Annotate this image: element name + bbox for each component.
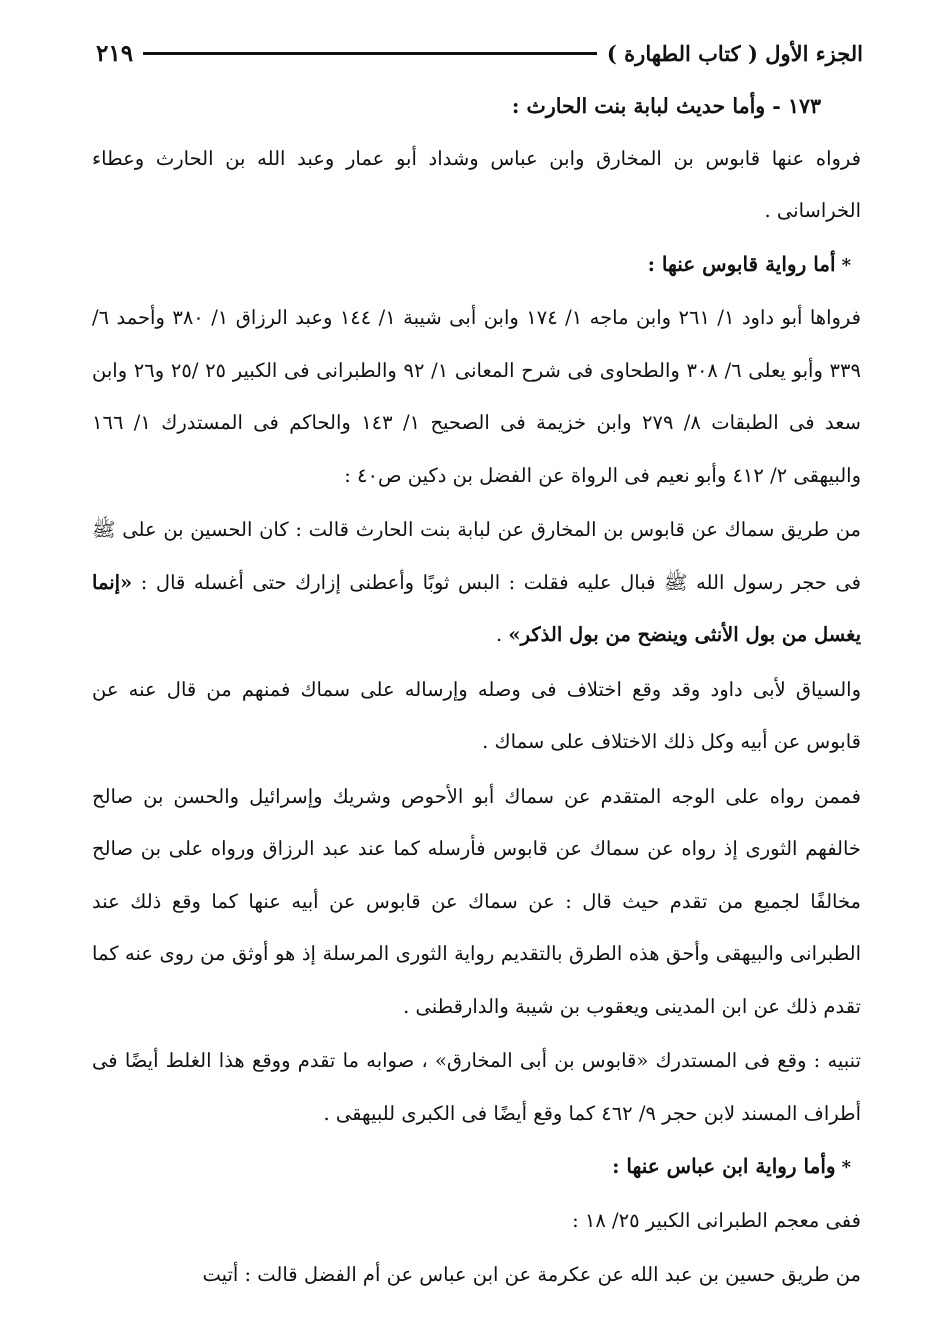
- book-section-title: الجزء الأول ( كتاب الطهارة ): [606, 40, 863, 66]
- paragraph-tabarani-ref: ففى معجم الطبرانى الكبير ٢٥/ ١٨ :: [572, 1208, 861, 1232]
- paragraph-narrators: فرواه عنها قابوس بن المخارق وابن عباس وشداد أبو عمار وعبد الله بن الحارث وعطاء الخراسانى .: [92, 146, 861, 222]
- subheading-ibn-abbas: [92, 1140, 861, 1195]
- subheading-qabus-text: أما رواية قابوس عنها :: [647, 251, 836, 276]
- page-number: ٢١٩: [96, 39, 134, 67]
- hadith-end-mark: .: [496, 623, 509, 646]
- hadith-heading: ١٧٣ - وأما حديث لبابة بنت الحارث :: [511, 94, 821, 118]
- subheading-ibn-abbas-text: وأما رواية ابن عباس عنها :: [612, 1154, 836, 1178]
- paragraph-discussion: فممن رواه على الوجه المتقدم عن سماك أبو الأحوص وشريك وإسرائيل والحسن بن صالح خالفهم الثورى إذ رواه عن سماك عن قابوس فأرسله كما عند عبد الرزاق ورواه على بن صالح مخالفًا لجميع من تقدم حيث قال : عن سماك عن قابوس عن أبيه عنها كما وقع ذلك عند الطبرانى والبيهقى وأحق هذه الطرق بالتقديم رواية الثورى المرسلة إذ هو أوثق من روى عنه كما تقدم ذلك عن ابن المدينى ويعقوب بن شيبة والدارقطنى .: [92, 784, 861, 1018]
- star-bullet-icon: *: [841, 254, 851, 276]
- paragraph-continuation: من طريق حسين بن عبد الله عن عكرمة عن ابن عباس عن أم الفضل قالت : أتيت: [202, 1263, 861, 1286]
- hadith-chain-text: من طريق سماك عن قابوس بن المخارق عن لبابة بنت الحارث قالت : كان الحسين بن على ﷺ فى حجر رسول الله ﷺ فبال عليه فقلت : البس ثوبًا وأعطنى إزارك حتى أغسله قال :: [92, 518, 861, 594]
- prophetic-quote: «إنما يغسل من بول الأنثى وينضح من بول الذكر»: [92, 570, 861, 646]
- running-header: [96, 36, 863, 70]
- paragraph-note: تنبيه : وقع فى المستدرك «قابوس بن أبى المخارق» ، صوابه ما تقدم ووقع هذا الغلط أيضًا فى أطراف المسند لابن حجر ٩/ ٤٦٢ كما وقع أيضًا فى الكبرى للبيهقى .: [92, 1049, 861, 1125]
- paragraph-hadith-text: [92, 504, 861, 662]
- subheading-qabus: [92, 238, 861, 293]
- star-bullet-icon: *: [841, 1157, 851, 1178]
- paragraph-sources: فرواها أبو داود ١/ ٢٦١ وابن ماجه ١/ ١٧٤ وابن أبى شيبة ١/ ١٤٤ وعبد الرزاق ١/ ٣٨٠ وأحمد ٦/ ٣٣٩ وأبو يعلى ٦/ ٣٠٨ والطحاوى فى شرح المعانى ١/ ٩٢ والطبرانى فى الكبير ٢٥ /٢٥ و٢٦ وابن سعد فى الطبقات ٨/ ٢٧٩ وابن خزيمة فى الصحيح ١/ ١٤٣ والحاكم فى المستدرك ١/ ١٦٦ والبيهقى ٢/ ٤١٢ وأبو نعيم فى الرواة عن الفضل بن دكين ص٤٠ :: [92, 306, 861, 487]
- paragraph-context: والسياق لأبى داود وقد وقع اختلاف فى وصله وإرساله على سماك فمنهم من قال عنه عن قابوس عن أبيه وكل ذلك الاختلاف على سماك .: [92, 677, 861, 753]
- header-rule: [143, 52, 597, 55]
- page-body: [92, 80, 861, 1302]
